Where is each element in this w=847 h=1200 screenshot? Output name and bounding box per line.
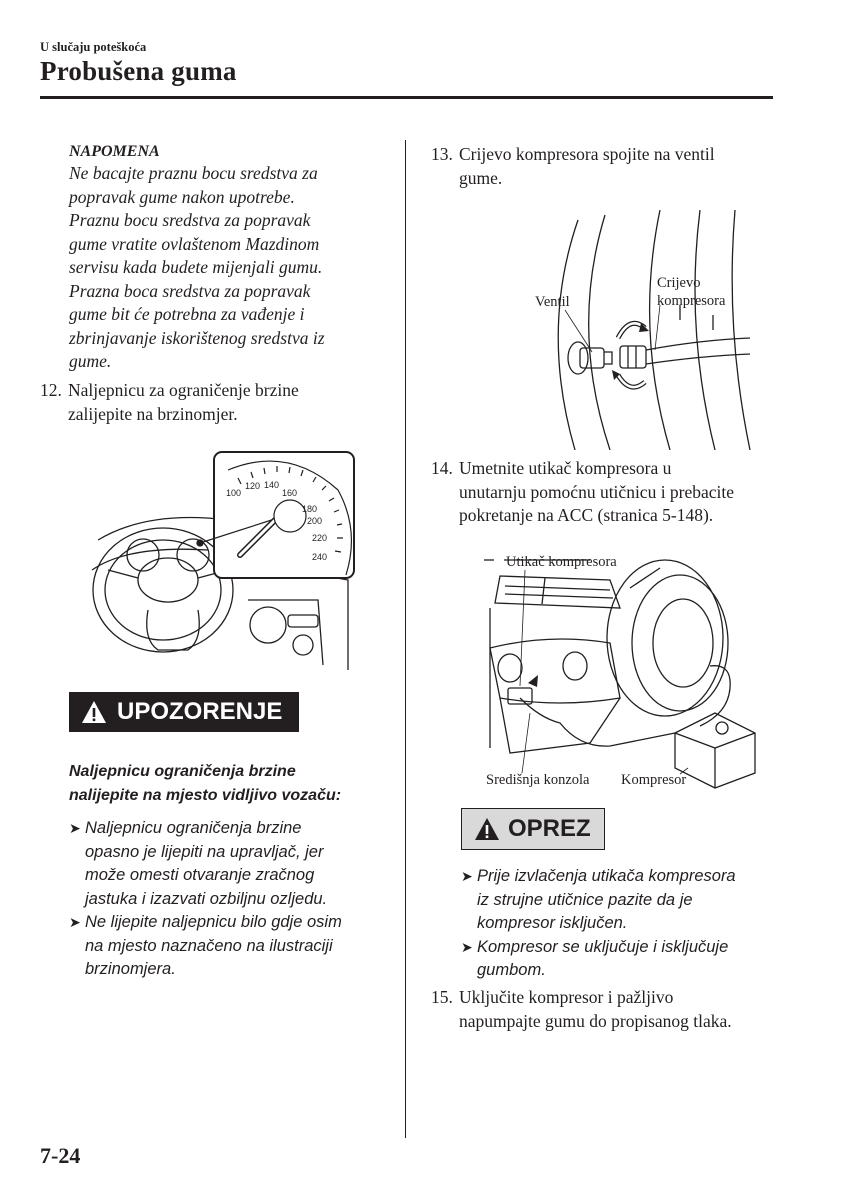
speedo-tick: 220	[312, 533, 328, 543]
caution-bullet	[461, 936, 781, 983]
caution-bullet	[461, 865, 781, 936]
note-line: Praznu bocu sredstva za popravak	[69, 210, 311, 230]
step-number: 12.	[40, 380, 62, 400]
bullet-line: iz strujne utičnice pazite da je	[477, 890, 693, 909]
title-rule	[40, 96, 773, 99]
note-line: servisu kada budete mijenjali gumu.	[69, 257, 323, 277]
speedo-tick: 100	[226, 488, 242, 498]
warning-triangle-icon	[81, 700, 107, 724]
step-line: Uključite kompresor i pažljivo	[459, 987, 674, 1007]
step-line: unutarnju pomoćnu utičnicu i prebacite	[459, 481, 735, 502]
caution-bullets	[461, 865, 781, 983]
valve-hose-illustration	[520, 210, 760, 450]
bullet-line: Naljepnicu ograničenja brzine	[85, 819, 302, 837]
speedo-tick: 200	[307, 516, 323, 526]
bullet-line: na mjesto naznačeno na ilustraciji	[85, 936, 333, 955]
warning-bullet	[69, 817, 389, 911]
bullet-arrow-icon: ➤	[461, 868, 473, 884]
bullet-arrow-icon: ➤	[461, 938, 473, 955]
note-body	[69, 162, 389, 374]
bullet-arrow-icon: ➤	[69, 914, 81, 930]
speedometer-illustration	[88, 450, 358, 680]
warning-lead	[69, 760, 389, 807]
step-12	[40, 379, 390, 426]
step-14	[431, 457, 771, 528]
bullet-line: Prije izvlačenja utikača kompresora	[477, 867, 736, 885]
note-line: zbrinjavanje iskorištenog sredstva iz	[69, 327, 325, 348]
speedo-tick: 120	[245, 481, 261, 491]
step-number: 14.	[431, 458, 453, 478]
warning-bullet	[69, 911, 389, 982]
warning-triangle-icon	[474, 817, 500, 841]
bullet-line: Ne lijepite naljepnicu bilo gdje osim	[85, 913, 342, 931]
step-line: gume.	[459, 167, 503, 188]
bullet-line: gumbom.	[477, 961, 546, 979]
caution-banner	[461, 808, 605, 850]
warning-label: UPOZORENJE	[117, 698, 283, 725]
step-number: 13.	[431, 144, 453, 164]
note-line: popravak gume nakon upotrebe.	[69, 186, 295, 207]
warning-lead-line: Naljepnicu ograničenja brzine	[69, 763, 296, 780]
section-label: U slučaju poteškoća	[40, 40, 147, 54]
step-line: napumpajte gumu do propisanog tlaka.	[459, 1010, 732, 1031]
console-label: Središnja konzola	[486, 772, 590, 788]
step-number: 15.	[431, 987, 453, 1007]
note-line: Ne bacajte praznu bocu sredstva za	[69, 163, 318, 183]
speedo-tick: 160	[282, 488, 298, 498]
warning-bullets	[69, 817, 389, 982]
note-block	[69, 143, 389, 374]
step-line: Crijevo kompresora spojite na ventil	[459, 144, 715, 164]
step-line: pokretanje na ACC (stranica 5-148).	[459, 505, 714, 525]
step-15	[431, 986, 776, 1033]
step-line: Umetnite utikač kompresora u	[459, 458, 672, 478]
speedo-tick: 180	[302, 504, 318, 514]
page-number: 7-24	[40, 1143, 81, 1168]
speedo-tick: 140	[264, 480, 280, 490]
step-13	[431, 143, 771, 190]
compressor-label: Kompresor	[621, 772, 687, 788]
bullet-line: jastuka i izazvati ozbiljnu ozljedu.	[85, 889, 328, 908]
bullet-line: kompresor isključen.	[477, 914, 628, 932]
hose-label: kompresora	[657, 293, 726, 309]
bullet-arrow-icon: ➤	[69, 820, 81, 836]
speedo-tick: 240	[312, 552, 328, 562]
step-line: Naljepnicu za ograničenje brzine	[68, 380, 299, 400]
plug-label: Utikač kompresora	[506, 554, 617, 570]
note-line: gume.	[69, 351, 112, 371]
bullet-line: brzinomjera.	[85, 960, 176, 978]
page-title: Probušena guma	[40, 56, 237, 86]
warning-banner	[69, 692, 299, 732]
bullet-line: može omesti otvaranje zračnog	[85, 866, 315, 884]
note-line: gume bit će potrebna za vađenje i	[69, 304, 305, 324]
compressor-illustration	[470, 548, 770, 793]
valve-label: Ventil	[535, 294, 570, 310]
note-line: gume vratite ovlaštenom Mazdinom	[69, 233, 320, 254]
bullet-line: opasno je lijepiti na upravljač, jer	[85, 842, 324, 861]
hose-label: Crijevo	[657, 275, 701, 291]
caution-label: OPREZ	[508, 815, 591, 842]
bullet-line: Kompresor se uključuje i isključuje	[477, 937, 729, 956]
warning-lead-line: nalijepite na mjesto vidljivo vozaču:	[69, 786, 342, 804]
column-divider	[405, 140, 406, 1138]
note-line: Prazna boca sredstva za popravak	[69, 280, 311, 301]
step-line: zalijepite na brzinomjer.	[68, 403, 238, 424]
note-heading: NAPOMENA	[69, 143, 160, 160]
